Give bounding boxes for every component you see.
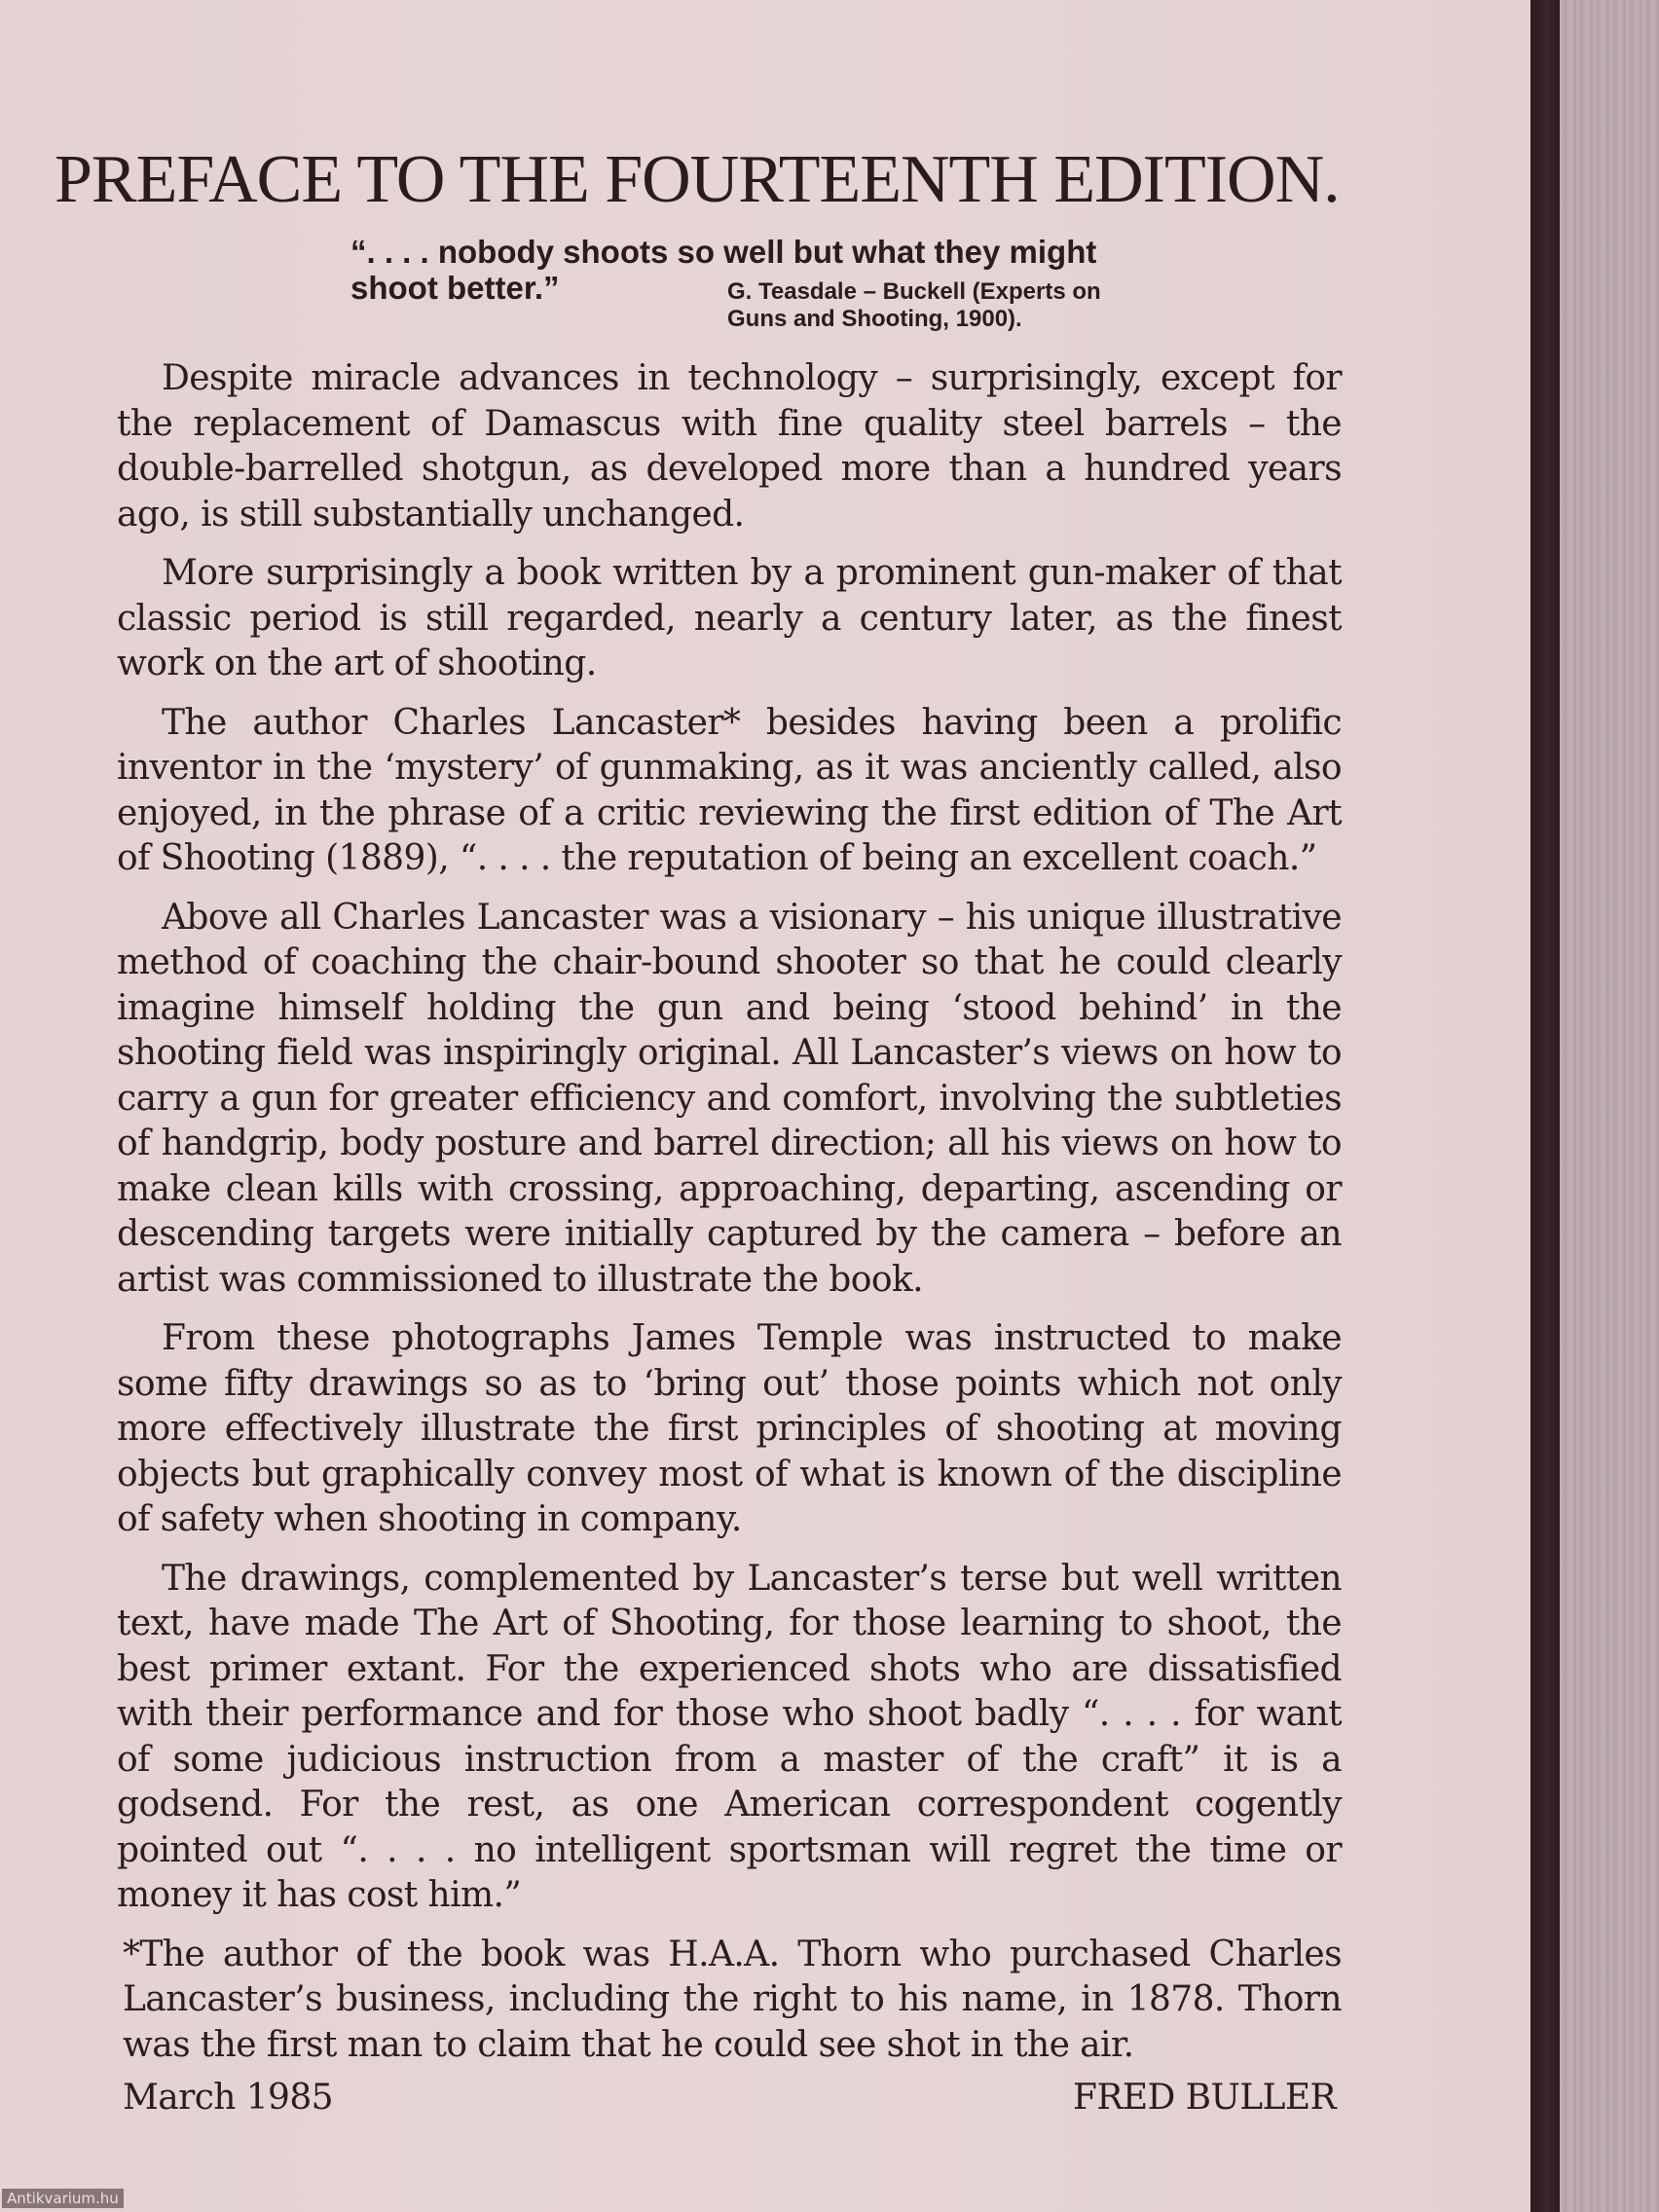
epigraph-quote-line: shoot better.” xyxy=(350,270,560,306)
page-title: PREFACE TO THE FOURTEENTH EDITION. xyxy=(55,142,1340,217)
paragraph: Despite miracle advances in technology – surprisingly, except for the replacement of Damascus with fine quality steel barrels – the double-barrelled shotgun, as developed more than a hundred years ago, is still substantially unchanged. xyxy=(117,358,1342,535)
paragraph: From these photographs James Temple was instructed to make some fifty drawings so as to ‘bring out’ those points which not only more effectively illustrate the first principles of shooting at moving objects but graphically convey most of what is known of the discipline of safety when shooting in company. xyxy=(117,1318,1342,1539)
signoff xyxy=(117,2076,1342,2121)
epigraph-source-line: Guns and Shooting, 1900). xyxy=(727,306,1022,332)
signoff-author: FRED BULLER xyxy=(1072,2078,1336,2118)
epigraph-quote-line: “. . . . nobody shoots so well but what they might xyxy=(350,234,1097,270)
epigraph-source-line: G. Teasdale – Buckell (Experts on xyxy=(727,278,1101,305)
footnote: *The author of the book was H.A.A. Thorn who purchased Charles Lancaster’s business, including the right to his name, in 1878. Thorn was the first man to claim that he could see shot in the air. xyxy=(123,1934,1342,2065)
epigraph xyxy=(350,234,1129,332)
signoff-date: March 1985 xyxy=(123,2078,333,2118)
book-spine-shadow xyxy=(1530,0,1560,2212)
watermark-text: Antikvarium.hu xyxy=(2,2189,124,2208)
preface-body xyxy=(117,356,1342,2121)
paragraph: The author Charles Lancaster* besides having been a prolific inventor in the ‘mystery’ of gunmaking, as it was anciently called, also enjoyed, in the phrase of a critic reviewing the first edition of The Art of Shooting (1889), “. . . . the reputation of being an excellent coach.” xyxy=(117,702,1342,878)
background-surface xyxy=(1560,0,1659,2212)
paragraph: More surprisingly a book written by a prominent gun-maker of that classic period is still regarded, nearly a century later, as the finest work on the art of shooting. xyxy=(117,553,1342,683)
paragraph: The drawings, complemented by Lancaster’s terse but well written text, have made The Art of Shooting, for those learning to shoot, the best primer extant. For the experienced shots who are dissatisfied with their performance and for those who shoot badly “. . . . for want of some judicious instruction from a master of the craft” it is a godsend. For the rest, as one American correspondent cogently pointed out “. . . . no intelligent sportsman will regret the time or money it has cost him.” xyxy=(117,1558,1342,1915)
epigraph-source xyxy=(727,278,1101,333)
paragraph: Above all Charles Lancaster was a visionary – his unique illustrative method of coaching the chair-bound shooter so that he could clearly imagine himself holding the gun and being ‘stood behind’ in the shooting field was inspiringly original. All Lancaster’s views on how to carry a gun for greater efficiency and comfort, involving the subtleties of handgrip, body posture and barrel direction; all his views on how to make clean kills with crossing, approaching, departing, ascending or descending targets were initially captured by the camera – before an artist was commissioned to illustrate the book. xyxy=(117,897,1342,1300)
